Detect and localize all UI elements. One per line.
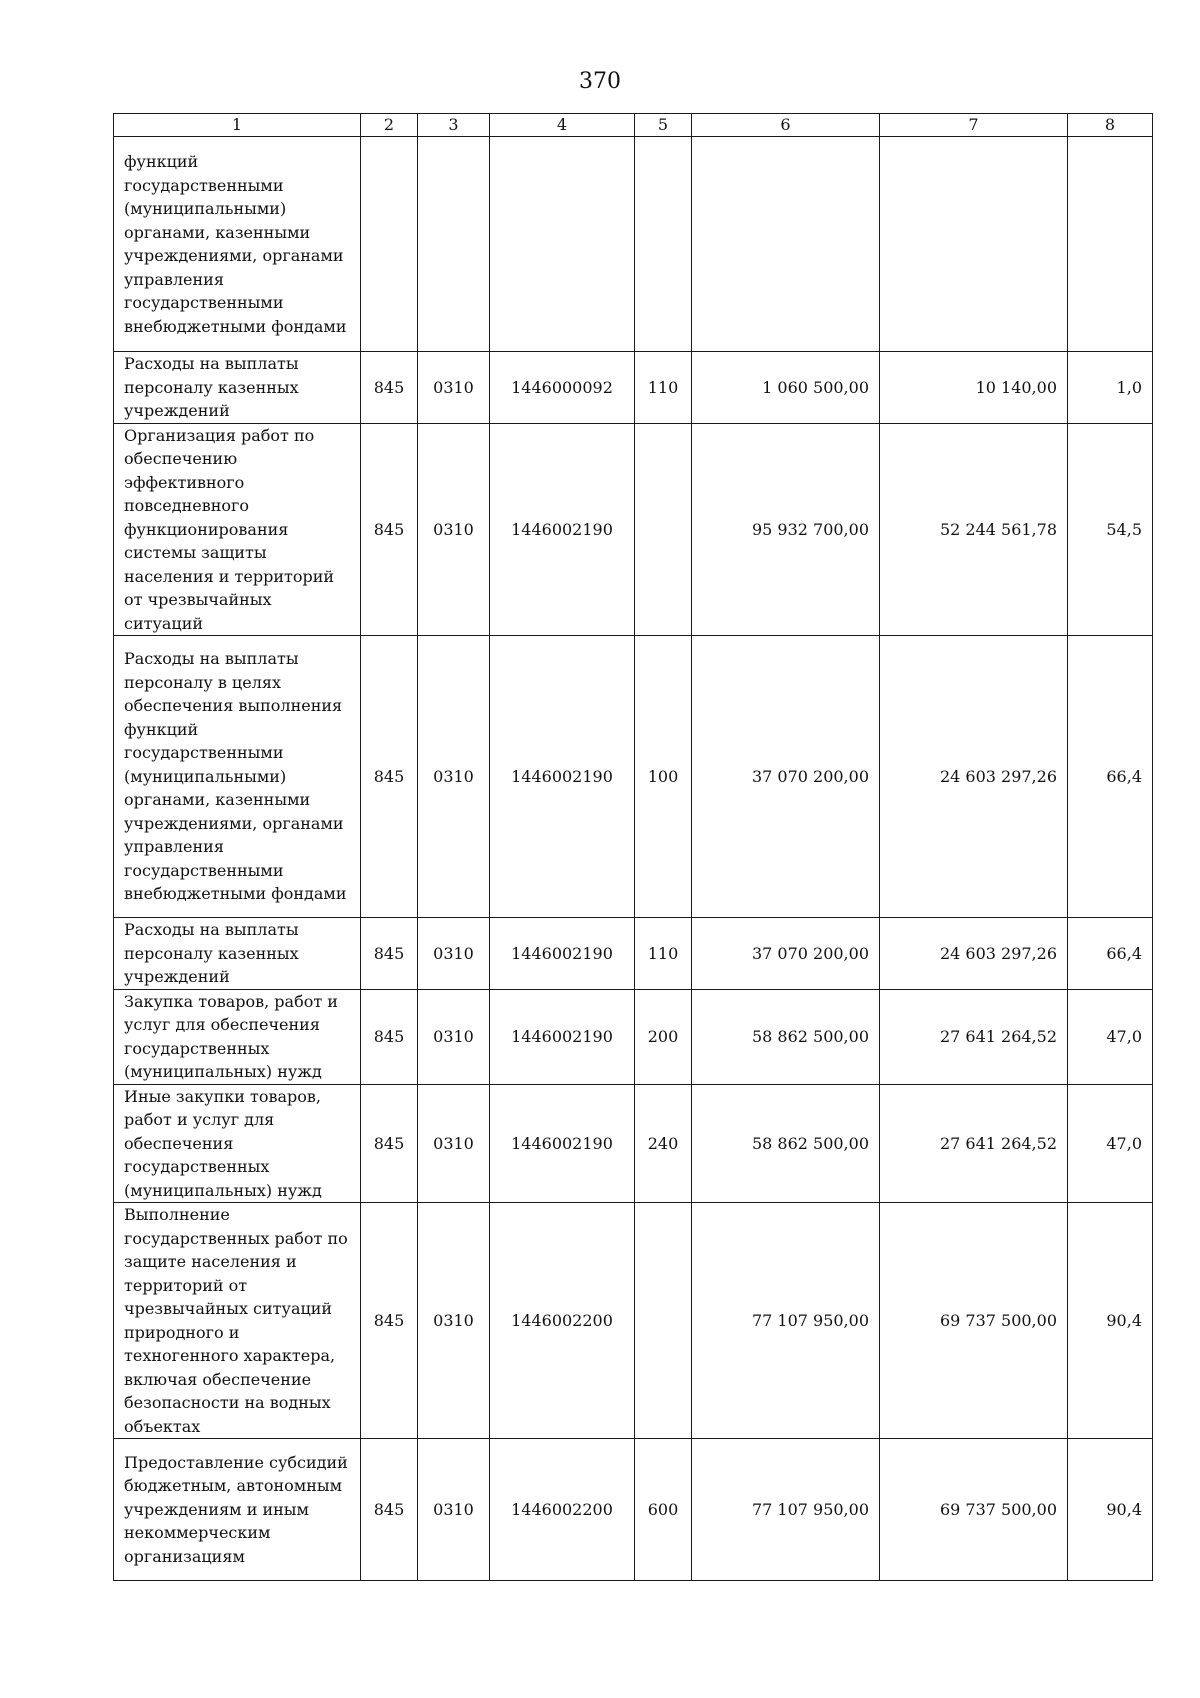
column-header: 4 — [490, 114, 635, 137]
cell-col-7: 27 641 264,52 — [880, 1084, 1068, 1203]
cell-col-2: 845 — [361, 989, 418, 1084]
table-row — [114, 1439, 1153, 1581]
cell-col-3: 0310 — [418, 1439, 490, 1581]
table-row — [114, 423, 1153, 636]
cell-col-6: 95 932 700,00 — [692, 423, 880, 636]
cell-col-3 — [418, 137, 490, 352]
cell-col-6: 1 060 500,00 — [692, 352, 880, 424]
column-header: 2 — [361, 114, 418, 137]
cell-col-5: 100 — [635, 636, 692, 918]
cell-col-6: 37 070 200,00 — [692, 918, 880, 990]
column-header: 8 — [1068, 114, 1153, 137]
cell-col-5: 110 — [635, 352, 692, 424]
cell-col-4: 1446002190 — [490, 423, 635, 636]
cell-col-8: 1,0 — [1068, 352, 1153, 424]
cell-col-4: 1446000092 — [490, 352, 635, 424]
cell-col-8: 66,4 — [1068, 918, 1153, 990]
cell-col-6: 58 862 500,00 — [692, 989, 880, 1084]
cell-col-8 — [1068, 137, 1153, 352]
cell-col-8: 47,0 — [1068, 1084, 1153, 1203]
row-name: функций государственными (муниципальными) органами, казенными учреждениями, органами управления государственными внебюджетными фондами — [114, 137, 361, 352]
table-row — [114, 1203, 1153, 1439]
cell-col-3: 0310 — [418, 1084, 490, 1203]
table-row — [114, 352, 1153, 424]
cell-col-5 — [635, 137, 692, 352]
cell-col-4: 1446002190 — [490, 918, 635, 990]
cell-col-7: 10 140,00 — [880, 352, 1068, 424]
table-row — [114, 636, 1153, 918]
row-name: Предоставление субсидий бюджетным, автономным учреждениям и иным некоммерческим организациям — [114, 1439, 361, 1581]
cell-col-7: 52 244 561,78 — [880, 423, 1068, 636]
cell-col-2: 845 — [361, 918, 418, 990]
cell-col-4: 1446002200 — [490, 1439, 635, 1581]
cell-col-6 — [692, 137, 880, 352]
column-header: 3 — [418, 114, 490, 137]
cell-col-7: 69 737 500,00 — [880, 1203, 1068, 1439]
cell-col-5: 240 — [635, 1084, 692, 1203]
cell-col-4: 1446002200 — [490, 1203, 635, 1439]
cell-col-7: 27 641 264,52 — [880, 989, 1068, 1084]
cell-col-3: 0310 — [418, 989, 490, 1084]
cell-col-2 — [361, 137, 418, 352]
cell-col-4: 1446002190 — [490, 636, 635, 918]
row-name: Расходы на выплаты персоналу казенных учреждений — [114, 352, 361, 424]
row-name: Выполнение государственных работ по защите населения и территорий от чрезвычайных ситуаций природного и техногенного характера, включая обеспечение безопасности на водных объектах — [114, 1203, 361, 1439]
cell-col-3: 0310 — [418, 352, 490, 424]
cell-col-8: 54,5 — [1068, 423, 1153, 636]
cell-col-5 — [635, 1203, 692, 1439]
table-row — [114, 989, 1153, 1084]
cell-col-5 — [635, 423, 692, 636]
cell-col-8: 66,4 — [1068, 636, 1153, 918]
column-header: 6 — [692, 114, 880, 137]
cell-col-7 — [880, 137, 1068, 352]
cell-col-2: 845 — [361, 423, 418, 636]
cell-col-4: 1446002190 — [490, 1084, 635, 1203]
cell-col-5: 110 — [635, 918, 692, 990]
budget-table — [113, 113, 1153, 1581]
row-name: Иные закупки товаров, работ и услуг для обеспечения государственных (муниципальных) нужд — [114, 1084, 361, 1203]
cell-col-8: 47,0 — [1068, 989, 1153, 1084]
cell-col-6: 37 070 200,00 — [692, 636, 880, 918]
row-name: Расходы на выплаты персоналу в целях обеспечения выполнения функций государственными (муниципальными) органами, казенными учреждениями, органами управления государственными внебюджетными фондами — [114, 636, 361, 918]
row-name: Организация работ по обеспечению эффективного повседневного функционирования системы защиты населения и территорий от чрезвычайных ситуаций — [114, 423, 361, 636]
cell-col-2: 845 — [361, 1084, 418, 1203]
cell-col-3: 0310 — [418, 636, 490, 918]
cell-col-5: 200 — [635, 989, 692, 1084]
cell-col-7: 24 603 297,26 — [880, 918, 1068, 990]
column-header: 7 — [880, 114, 1068, 137]
cell-col-3: 0310 — [418, 918, 490, 990]
cell-col-6: 77 107 950,00 — [692, 1439, 880, 1581]
table-row — [114, 137, 1153, 352]
cell-col-7: 69 737 500,00 — [880, 1439, 1068, 1581]
cell-col-2: 845 — [361, 352, 418, 424]
cell-col-4: 1446002190 — [490, 989, 635, 1084]
cell-col-3: 0310 — [418, 1203, 490, 1439]
table-row — [114, 1084, 1153, 1203]
cell-col-7: 24 603 297,26 — [880, 636, 1068, 918]
cell-col-2: 845 — [361, 1203, 418, 1439]
cell-col-2: 845 — [361, 636, 418, 918]
cell-col-8: 90,4 — [1068, 1439, 1153, 1581]
row-name: Закупка товаров, работ и услуг для обеспечения государственных (муниципальных) нужд — [114, 989, 361, 1084]
table-row — [114, 918, 1153, 990]
cell-col-6: 58 862 500,00 — [692, 1084, 880, 1203]
page-number: 370 — [579, 69, 621, 94]
cell-col-3: 0310 — [418, 423, 490, 636]
column-header: 1 — [114, 114, 361, 137]
row-name: Расходы на выплаты персоналу казенных учреждений — [114, 918, 361, 990]
header-row — [114, 114, 1153, 137]
cell-col-6: 77 107 950,00 — [692, 1203, 880, 1439]
cell-col-2: 845 — [361, 1439, 418, 1581]
cell-col-8: 90,4 — [1068, 1203, 1153, 1439]
cell-col-5: 600 — [635, 1439, 692, 1581]
cell-col-4 — [490, 137, 635, 352]
column-header: 5 — [635, 114, 692, 137]
